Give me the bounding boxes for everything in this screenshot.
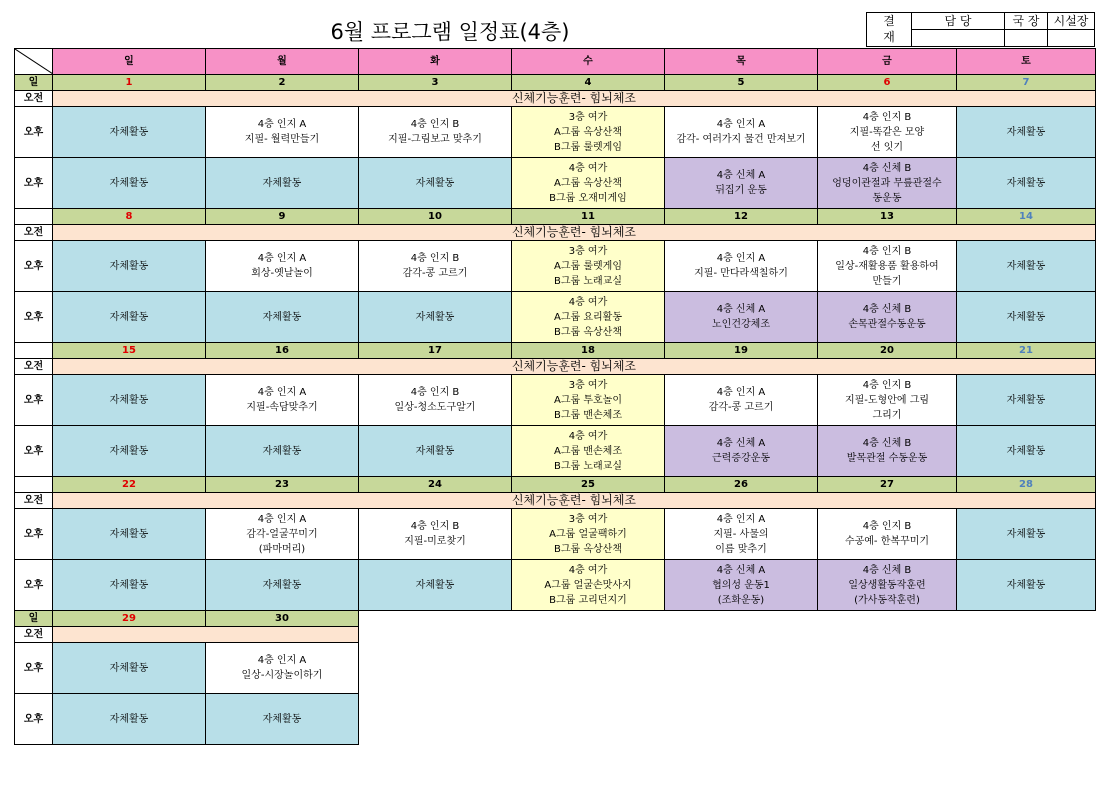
program-text: 4층 여가 A그룹 맨손체조 B그룹 노래교실 bbox=[554, 430, 622, 472]
program-cell-sun bbox=[53, 158, 206, 209]
weekday-thu: 목 bbox=[665, 49, 818, 75]
pm-label: 오후 bbox=[15, 375, 53, 426]
program-text: 4층 신체 A 협의성 운동1 (조화운동) bbox=[712, 564, 770, 606]
date-row-label bbox=[15, 477, 53, 493]
date-cell-sun: 15 bbox=[53, 343, 206, 359]
program-cell-sat bbox=[957, 509, 1096, 560]
am-row bbox=[15, 359, 1096, 375]
program-text: 자체활동 bbox=[1006, 394, 1046, 406]
approval-box bbox=[866, 12, 1095, 47]
program-cell-thu bbox=[665, 292, 818, 343]
approval-col-head: 시설장 bbox=[1048, 13, 1095, 30]
program-cell-wed bbox=[512, 426, 665, 477]
date-cell-mon: 2 bbox=[206, 75, 359, 91]
date-cell-fri: 13 bbox=[818, 209, 957, 225]
date-cell-tue: 10 bbox=[359, 209, 512, 225]
program-text: 자체활동 bbox=[1006, 579, 1046, 591]
program-cell-sat bbox=[957, 241, 1096, 292]
weekday-wed: 수 bbox=[512, 49, 665, 75]
pm-label: 오후 bbox=[15, 560, 53, 611]
pm-label: 오후 bbox=[15, 241, 53, 292]
program-cell-wed bbox=[512, 107, 665, 158]
page-title: 6월 프로그램 일정표(4층) bbox=[330, 20, 570, 44]
date-cell-wed: 4 bbox=[512, 75, 665, 91]
empty-area bbox=[359, 694, 1096, 745]
program-cell-mon bbox=[206, 292, 359, 343]
program-cell-fri bbox=[818, 107, 957, 158]
date-cell-tue: 3 bbox=[359, 75, 512, 91]
program-cell-tue bbox=[359, 107, 512, 158]
date-row-label bbox=[15, 343, 53, 359]
program-cell-sun bbox=[53, 694, 206, 745]
program-text: 자체활동 bbox=[415, 445, 455, 457]
pm-label: 오후 bbox=[15, 426, 53, 477]
program-cell-fri bbox=[818, 158, 957, 209]
program-cell-mon bbox=[206, 694, 359, 745]
date-cell-fri: 27 bbox=[818, 477, 957, 493]
program-cell-sun bbox=[53, 509, 206, 560]
am-row bbox=[15, 627, 1096, 643]
date-cell-sun: 1 bbox=[53, 75, 206, 91]
program-text: 자체활동 bbox=[109, 177, 149, 189]
program-cell-mon bbox=[206, 375, 359, 426]
program-cell-sat bbox=[957, 426, 1096, 477]
program-cell-fri bbox=[818, 292, 957, 343]
program-cell-tue bbox=[359, 375, 512, 426]
program-text: 자체활동 bbox=[109, 445, 149, 457]
program-text: 4층 인지 B 일상-청소도구알기 bbox=[394, 387, 476, 413]
pm-row bbox=[15, 375, 1096, 426]
date-cell-thu: 12 bbox=[665, 209, 818, 225]
program-cell-wed bbox=[512, 158, 665, 209]
program-text: 자체활동 bbox=[1006, 311, 1046, 323]
corner-cell bbox=[15, 49, 53, 75]
am-row bbox=[15, 493, 1096, 509]
program-text: 4층 인지 B 수공예- 한복꾸미기 bbox=[844, 521, 930, 547]
am-program: 신체기능훈련- 힘뇌체조 bbox=[53, 359, 1096, 375]
date-row-label bbox=[15, 209, 53, 225]
program-text: 4층 인지 A 감각- 여러가지 물건 만져보기 bbox=[676, 119, 806, 145]
date-row bbox=[15, 477, 1096, 493]
program-text: 자체활동 bbox=[109, 579, 149, 591]
am-program bbox=[53, 627, 359, 643]
date-cell-sat: 21 bbox=[957, 343, 1096, 359]
approval-sign-director bbox=[1005, 30, 1048, 47]
program-cell-thu bbox=[665, 107, 818, 158]
date-cell-mon: 16 bbox=[206, 343, 359, 359]
program-text: 3층 여가 A그룹 얼굴팩하기 B그룹 옥상산책 bbox=[549, 513, 627, 555]
pm-label: 오후 bbox=[15, 107, 53, 158]
program-text: 4층 인지 A 감각-콩 고르기 bbox=[708, 387, 774, 413]
program-text: 4층 여가 A그룹 얼굴손맛사지 B그룹 고리던지기 bbox=[544, 564, 632, 606]
program-text: 4층 여가 A그룹 옥상산책 B그룹 오재미게임 bbox=[549, 162, 627, 204]
approval-sign-manager bbox=[912, 30, 1005, 47]
program-cell-thu bbox=[665, 509, 818, 560]
program-text: 4층 인지 A 지필- 사물의 이름 맞추기 bbox=[713, 513, 769, 555]
program-text: 4층 인지 B 감각-콩 고르기 bbox=[402, 253, 468, 279]
program-text: 4층 인지 A 지필- 만다라색칠하기 bbox=[694, 253, 788, 279]
empty-area bbox=[359, 611, 1096, 627]
program-cell-sun bbox=[53, 375, 206, 426]
program-text: 자체활동 bbox=[109, 126, 149, 138]
am-program: 신체기능훈련- 힘뇌체조 bbox=[53, 225, 1096, 241]
weekday-header-row bbox=[15, 49, 1096, 75]
program-cell-mon bbox=[206, 643, 359, 694]
date-cell-thu: 19 bbox=[665, 343, 818, 359]
weekday-sun: 일 bbox=[53, 49, 206, 75]
pm-row bbox=[15, 241, 1096, 292]
date-cell-sun: 22 bbox=[53, 477, 206, 493]
program-cell-thu bbox=[665, 241, 818, 292]
program-cell-fri bbox=[818, 375, 957, 426]
program-cell-sat bbox=[957, 158, 1096, 209]
program-cell-sun bbox=[53, 107, 206, 158]
program-cell-mon bbox=[206, 107, 359, 158]
program-cell-tue bbox=[359, 426, 512, 477]
program-text: 자체활동 bbox=[415, 311, 455, 323]
pm-label: 오후 bbox=[15, 292, 53, 343]
pm-label: 오후 bbox=[15, 643, 53, 694]
program-text: 자체활동 bbox=[109, 260, 149, 272]
program-text: 자체활동 bbox=[262, 579, 302, 591]
program-text: 자체활동 bbox=[1006, 126, 1046, 138]
date-cell-sat: 14 bbox=[957, 209, 1096, 225]
program-cell-fri bbox=[818, 241, 957, 292]
weekday-tue: 화 bbox=[359, 49, 512, 75]
program-text: 4층 인지 B 지필-미로찾기 bbox=[404, 521, 466, 547]
date-row bbox=[15, 209, 1096, 225]
program-text: 3층 여가 A그룹 옥상산책 B그룹 룰렛게임 bbox=[554, 111, 622, 153]
pm-row bbox=[15, 107, 1096, 158]
program-text: 자체활동 bbox=[1006, 528, 1046, 540]
program-cell-sat bbox=[957, 560, 1096, 611]
date-cell-fri: 20 bbox=[818, 343, 957, 359]
date-cell-sun: 8 bbox=[53, 209, 206, 225]
date-cell-sun: 29 bbox=[53, 611, 206, 627]
date-cell-mon: 23 bbox=[206, 477, 359, 493]
program-text: 4층 신체 B 손목관절수동운동 bbox=[848, 304, 926, 330]
approval-label-top: 결 bbox=[867, 13, 912, 30]
pm-row bbox=[15, 158, 1096, 209]
approval-label-bottom: 재 bbox=[867, 30, 912, 47]
pm-row bbox=[15, 426, 1096, 477]
program-text: 자체활동 bbox=[1006, 177, 1046, 189]
program-text: 4층 신체 A 뒤집기 운동 bbox=[715, 170, 767, 196]
program-cell-wed bbox=[512, 292, 665, 343]
date-cell-sat: 7 bbox=[957, 75, 1096, 91]
program-cell-fri bbox=[818, 426, 957, 477]
program-cell-tue bbox=[359, 560, 512, 611]
program-text: 4층 인지 B 지필-똑같은 모양 선 잇기 bbox=[849, 111, 925, 153]
date-cell-tue: 24 bbox=[359, 477, 512, 493]
program-cell-thu bbox=[665, 158, 818, 209]
empty-area bbox=[359, 643, 1096, 694]
date-cell-wed: 25 bbox=[512, 477, 665, 493]
program-cell-mon bbox=[206, 426, 359, 477]
date-row bbox=[15, 343, 1096, 359]
program-cell-mon bbox=[206, 158, 359, 209]
program-cell-thu bbox=[665, 375, 818, 426]
program-text: 4층 인지 B 지필-도형안에 그림 그리기 bbox=[844, 379, 930, 421]
approval-col-manager: 담 당 bbox=[912, 13, 1005, 30]
program-text: 자체활동 bbox=[415, 579, 455, 591]
program-text: 자체활동 bbox=[109, 662, 149, 674]
program-cell-tue bbox=[359, 241, 512, 292]
approval-col-director: 국 장 bbox=[1005, 13, 1048, 30]
date-row-label: 일 bbox=[15, 75, 53, 91]
program-cell-fri bbox=[818, 509, 957, 560]
program-text: 3층 여가 A그룹 투호놀이 B그룹 맨손체조 bbox=[554, 379, 622, 421]
program-text: 4층 인지 A 지필- 월력만들기 bbox=[244, 119, 320, 145]
date-cell-mon: 30 bbox=[206, 611, 359, 627]
diagonal-line bbox=[15, 49, 53, 74]
program-text: 자체활동 bbox=[1006, 260, 1046, 272]
program-text: 4층 인지 B 일상-재활용품 활용하여 만들기 bbox=[835, 245, 939, 287]
date-cell-sat: 28 bbox=[957, 477, 1096, 493]
program-cell-tue bbox=[359, 292, 512, 343]
program-cell-sat bbox=[957, 107, 1096, 158]
date-row-label: 일 bbox=[15, 611, 53, 627]
program-text: 4층 신체 A 근력증강운동 bbox=[712, 438, 770, 464]
schedule-table bbox=[14, 48, 1096, 745]
program-cell-tue bbox=[359, 158, 512, 209]
am-program: 신체기능훈련- 힘뇌체조 bbox=[53, 91, 1096, 107]
program-cell-wed bbox=[512, 560, 665, 611]
program-text: 4층 인지 A 지필-속담맞추기 bbox=[246, 387, 318, 413]
am-label: 오전 bbox=[15, 91, 53, 107]
approval-sign-head bbox=[1048, 30, 1095, 47]
am-row bbox=[15, 225, 1096, 241]
pm-label: 오후 bbox=[15, 158, 53, 209]
program-text: 4층 인지 A 감각-얼굴꾸미기 (파마머리) bbox=[246, 513, 318, 555]
am-label: 오전 bbox=[15, 493, 53, 509]
pm-label: 오후 bbox=[15, 694, 53, 745]
program-text: 자체활동 bbox=[109, 713, 149, 725]
program-text: 4층 신체 B 일상생활동작훈련 (가사동작훈련) bbox=[848, 564, 926, 606]
program-cell-tue bbox=[359, 509, 512, 560]
weekday-mon: 월 bbox=[206, 49, 359, 75]
date-cell-wed: 18 bbox=[512, 343, 665, 359]
program-cell-mon bbox=[206, 560, 359, 611]
program-text: 4층 신체 A 노인건강체조 bbox=[712, 304, 770, 330]
program-cell-thu bbox=[665, 560, 818, 611]
program-text: 자체활동 bbox=[262, 311, 302, 323]
program-cell-thu bbox=[665, 426, 818, 477]
am-label: 오전 bbox=[15, 359, 53, 375]
program-cell-sat bbox=[957, 375, 1096, 426]
program-text: 4층 신체 B 발목관절 수동운동 bbox=[846, 438, 928, 464]
program-cell-mon bbox=[206, 509, 359, 560]
program-cell-wed bbox=[512, 241, 665, 292]
date-cell-wed: 11 bbox=[512, 209, 665, 225]
program-cell-sun bbox=[53, 241, 206, 292]
program-text: 자체활동 bbox=[109, 394, 149, 406]
date-row bbox=[15, 75, 1096, 91]
date-cell-tue: 17 bbox=[359, 343, 512, 359]
program-text: 3층 여가 A그룹 룰렛게임 B그룹 노래교실 bbox=[554, 245, 622, 287]
program-text: 자체활동 bbox=[262, 445, 302, 457]
date-cell-mon: 9 bbox=[206, 209, 359, 225]
program-text: 자체활동 bbox=[1006, 445, 1046, 457]
pm-row bbox=[15, 643, 1096, 694]
program-cell-sun bbox=[53, 560, 206, 611]
program-text: 자체활동 bbox=[109, 311, 149, 323]
date-cell-thu: 26 bbox=[665, 477, 818, 493]
weekday-sat: 토 bbox=[957, 49, 1096, 75]
program-text: 4층 신체 B 엉덩이관절과 무릎관절수 동운동 bbox=[832, 162, 942, 204]
program-text: 4층 인지 A 회상-옛날놀이 bbox=[251, 253, 313, 279]
pm-label: 오후 bbox=[15, 509, 53, 560]
program-cell-sat bbox=[957, 292, 1096, 343]
am-label: 오전 bbox=[15, 225, 53, 241]
program-text: 자체활동 bbox=[262, 177, 302, 189]
date-cell-thu: 5 bbox=[665, 75, 818, 91]
program-text: 4층 인지 B 지필-그림보고 맞추기 bbox=[388, 119, 482, 145]
am-program: 신체기능훈련- 힘뇌체조 bbox=[53, 493, 1096, 509]
am-row bbox=[15, 91, 1096, 107]
pm-row bbox=[15, 509, 1096, 560]
program-text: 자체활동 bbox=[109, 528, 149, 540]
date-row bbox=[15, 611, 1096, 627]
program-cell-sun bbox=[53, 292, 206, 343]
program-cell-wed bbox=[512, 375, 665, 426]
program-cell-mon bbox=[206, 241, 359, 292]
program-text: 4층 여가 A그룹 요리활동 B그룹 옥상산책 bbox=[554, 296, 622, 338]
pm-row bbox=[15, 560, 1096, 611]
program-cell-sun bbox=[53, 643, 206, 694]
program-text: 4층 인지 A 일상-시장놀이하기 bbox=[241, 655, 323, 681]
pm-row bbox=[15, 292, 1096, 343]
weekday-fri: 금 bbox=[818, 49, 957, 75]
am-label: 오전 bbox=[15, 627, 53, 643]
empty-area bbox=[359, 627, 1096, 643]
program-cell-wed bbox=[512, 509, 665, 560]
program-cell-sun bbox=[53, 426, 206, 477]
date-cell-fri: 6 bbox=[818, 75, 957, 91]
program-cell-fri bbox=[818, 560, 957, 611]
pm-row bbox=[15, 694, 1096, 745]
program-text: 자체활동 bbox=[415, 177, 455, 189]
program-text: 자체활동 bbox=[262, 713, 302, 725]
